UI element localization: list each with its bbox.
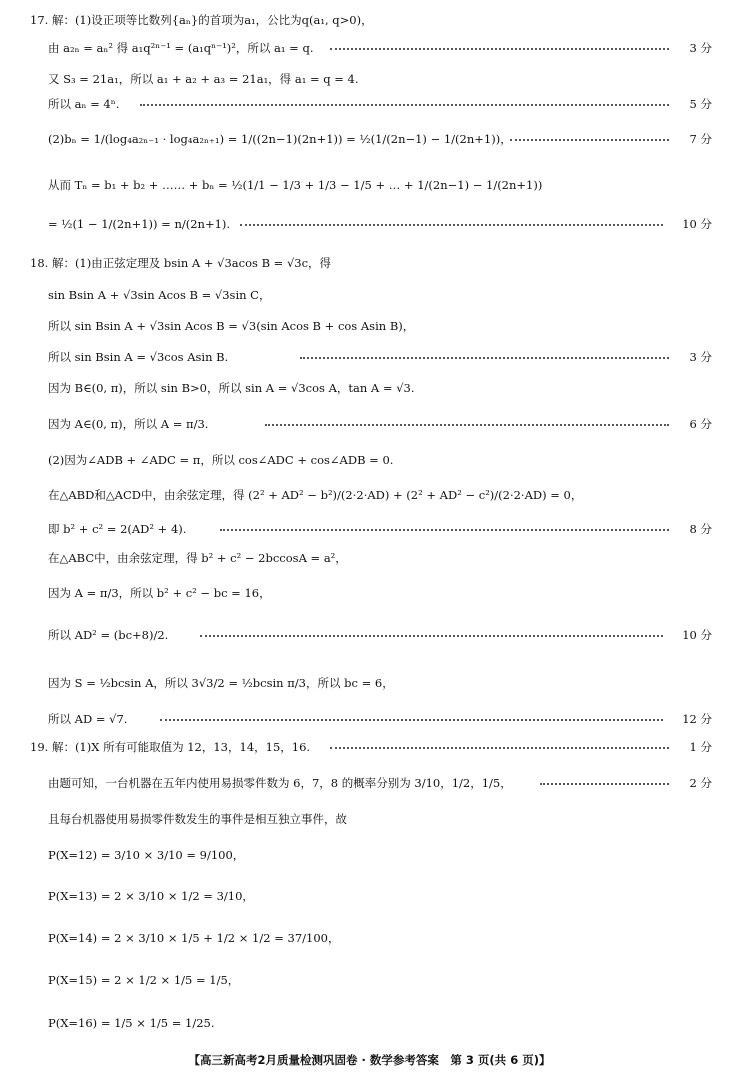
line-text: P(X=15) = 2 × 1/2 × 1/5 = 1/5， — [48, 973, 240, 987]
score-mark: 10 分 — [682, 217, 712, 231]
line-text: 从而 Tₙ = b₁ + b₂ + …… + bₙ = ½(1/1 − 1/3 + 1/3 − 1/5 + … + 1/(2n−1) − 1/(2n+1)) — [48, 178, 543, 192]
q17-line-7 — [0, 211, 739, 237]
q19-line-1 — [0, 734, 739, 760]
line-text: P(X=16) = 1/5 × 1/5 = 1/25. — [48, 1016, 215, 1030]
line-text: 由 a₂ₙ = aₙ² 得 a₁q²ⁿ⁻¹ = (a₁qⁿ⁻¹)²，所以 a₁ = q. — [48, 41, 314, 55]
q17-line-3 — [0, 66, 739, 92]
score-mark: 1 分 — [689, 740, 712, 754]
line-text: 所以 aₙ = 4ⁿ. — [48, 97, 120, 111]
q19-line-7 — [0, 967, 739, 993]
line-text: 且每台机器使用易损零件数发生的事件是相互独立事件，故 — [48, 812, 347, 826]
line-text: 所以 sin Bsin A = √3cos Asin B. — [48, 350, 229, 364]
line-text: 所以 sin Bsin A + √3sin Acos B = √3(sin Acos B + cos Asin B)， — [48, 319, 415, 333]
line-text: P(X=14) = 2 × 3/10 × 1/5 + 1/2 × 1/2 = 37/100， — [48, 931, 340, 945]
line-text: 所以 AD = √7. — [48, 712, 128, 726]
q18-line-12 — [0, 622, 739, 648]
dot-leader — [240, 224, 663, 226]
score-mark: 5 分 — [689, 97, 712, 111]
line-text: 17. 解：(1)设正项等比数列{aₙ}的首项为a₁，公比为q(a₁, q>0)， — [30, 13, 373, 27]
q17-line-2 — [0, 35, 739, 61]
q17-line-1 — [0, 7, 739, 33]
dot-leader — [330, 48, 669, 50]
line-text: sin Bsin A + √3sin Acos B = √3sin C， — [48, 288, 271, 302]
score-mark: 7 分 — [689, 132, 712, 146]
q18-line-10 — [0, 545, 739, 571]
q18-line-7 — [0, 447, 739, 473]
score-mark: 3 分 — [689, 350, 712, 364]
q18-line-13 — [0, 670, 739, 696]
dot-leader — [200, 635, 663, 637]
line-text: 因为 S = ½bcsin A，所以 3√3/2 = ½bcsin π/3，所以 bc = 6， — [48, 676, 394, 690]
line-text: 19. 解：(1)X 所有可能取值为 12，13，14，15，16. — [30, 740, 311, 754]
line-text: (2)因为∠ADB + ∠ADC = π，所以 cos∠ADC + cos∠ADB = 0. — [48, 453, 394, 467]
line-text: 又 S₃ = 21a₁，所以 a₁ + a₂ + a₃ = 21a₁，得 a₁ = q = 4. — [48, 72, 359, 86]
line-text: 在△ABC中，由余弦定理，得 b² + c² − 2bccosA = a²， — [48, 551, 347, 565]
line-text: 因为 A∈(0, π)，所以 A = π/3. — [48, 417, 209, 431]
line-text: 所以 AD² = (bc+8)/2. — [48, 628, 169, 642]
q18-line-2 — [0, 282, 739, 308]
score-mark: 12 分 — [682, 712, 712, 726]
line-text: P(X=12) = 3/10 × 3/10 = 9/100， — [48, 848, 245, 862]
line-text: 因为 B∈(0, π)，所以 sin B>0，所以 sin A = √3cos A，tan A = √3. — [48, 381, 415, 395]
dot-leader — [160, 719, 663, 721]
dot-leader — [140, 104, 669, 106]
dot-leader — [300, 357, 669, 359]
q19-line-3 — [0, 806, 739, 832]
line-text: (2)bₙ = 1/(log₄a₂ₙ₋₁ · log₄a₂ₙ₊₁) = 1/((2n−1)(2n+1)) = ½(1/(2n−1) − 1/(2n+1))， — [48, 132, 512, 146]
q19-line-8 — [0, 1010, 739, 1036]
q18-line-8 — [0, 482, 739, 508]
q17-line-5 — [0, 126, 739, 152]
score-mark: 10 分 — [682, 628, 712, 642]
line-text: 在△ABD和△ACD中，由余弦定理，得 (2² + AD² − b²)/(2·2·AD) + (2² + AD² − c²)/(2·2·AD) = 0， — [48, 488, 583, 502]
line-text: P(X=13) = 2 × 3/10 × 1/2 = 3/10， — [48, 889, 254, 903]
score-mark: 3 分 — [689, 41, 712, 55]
line-text: 因为 A = π/3，所以 b² + c² − bc = 16， — [48, 586, 271, 600]
q19-line-6 — [0, 925, 739, 951]
line-text: 18. 解：(1)由正弦定理及 bsin A + √3acos B = √3c，得 — [30, 256, 332, 270]
line-text: 由题可知，一台机器在五年内使用易损零件数为 6，7，8 的概率分别为 3/10，1/2，1/5， — [48, 776, 512, 790]
q19-line-4 — [0, 842, 739, 868]
q18-line-11 — [0, 580, 739, 606]
dot-leader — [540, 783, 669, 785]
q18-line-14 — [0, 706, 739, 732]
q17-line-6 — [0, 172, 739, 198]
line-text: 即 b² + c² = 2(AD² + 4). — [48, 522, 187, 536]
dot-leader — [330, 747, 669, 749]
dot-leader — [265, 424, 669, 426]
dot-leader — [220, 529, 669, 531]
score-mark: 6 分 — [689, 417, 712, 431]
q18-line-3 — [0, 313, 739, 339]
q18-line-5 — [0, 375, 739, 401]
q18-line-6 — [0, 411, 739, 437]
q19-line-2 — [0, 770, 739, 796]
line-text: = ½(1 − 1/(2n+1)) = n/(2n+1). — [48, 217, 231, 231]
q18-line-9 — [0, 516, 739, 542]
q19-line-5 — [0, 883, 739, 909]
q18-line-1 — [0, 250, 739, 276]
page-footer: 【高三新高考2月质量检测巩固卷 · 数学参考答案 第 3 页(共 6 页)】 — [188, 1053, 551, 1067]
score-mark: 2 分 — [689, 776, 712, 790]
score-mark: 8 分 — [689, 522, 712, 536]
dot-leader — [510, 139, 669, 141]
q17-line-4 — [0, 91, 739, 117]
q18-line-4 — [0, 344, 739, 370]
